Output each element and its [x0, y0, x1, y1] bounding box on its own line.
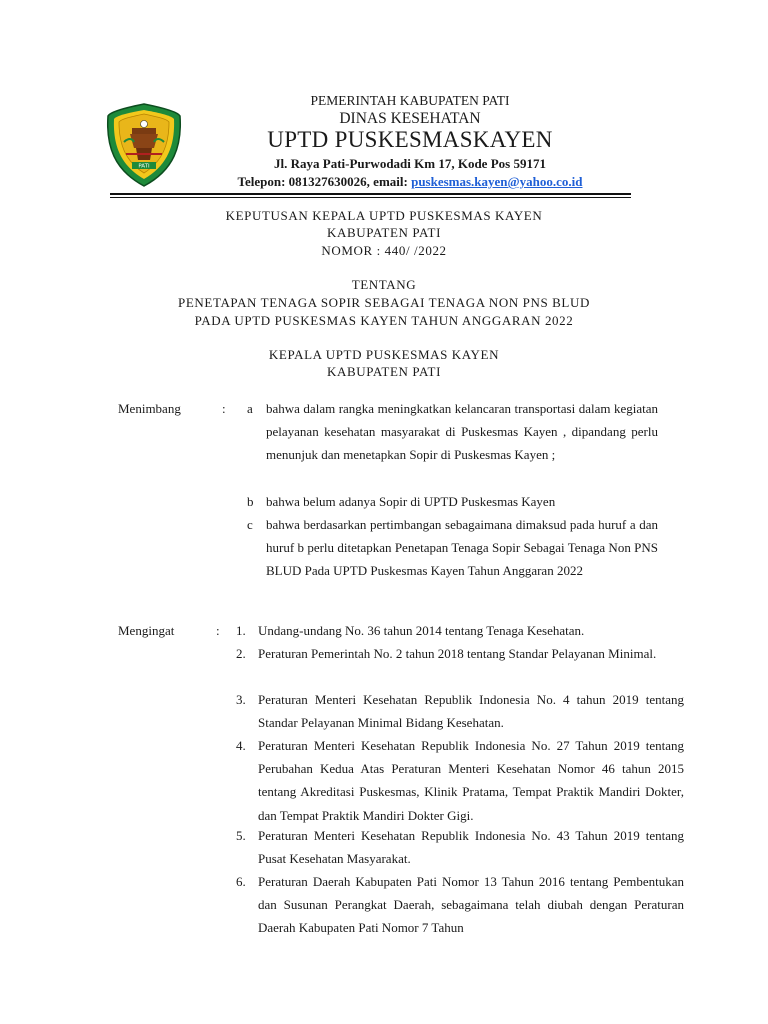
menimbang-item-marker: b [247, 494, 254, 509]
menimbang-label: Menimbang [118, 401, 181, 416]
emblem-text: PATI [138, 163, 150, 170]
mengingat-item-text: Peraturan Pemerintah No. 2 tahun 2018 tentang Standar Pelayanan Minimal. [258, 646, 657, 661]
mengingat-item-number: 6. [236, 874, 246, 889]
decree-number: NOMOR : 440/ /2022 [321, 243, 447, 258]
pati-regency-emblem-icon [106, 102, 182, 188]
menimbang-item-marker: c [247, 517, 253, 532]
mengingat-item-text: Peraturan Menteri Kesehatan Republik Indonesia No. 43 Tahun 2019 tentang Pusat Kesehatan Masyarakat. [258, 828, 684, 867]
letterhead-divider-thin [110, 197, 631, 198]
phone-label: Telepon: 081327630026, email: [237, 174, 412, 189]
mengingat-item-number: 2. [236, 646, 246, 661]
address: Jl. Raya Pati-Purwodadi Km 17, Kode Pos 59171 [274, 156, 546, 171]
decree-title-region: KABUPATEN PATI [327, 225, 441, 240]
mengingat-item-text: Peraturan Daerah Kabupaten Pati Nomor 13 Tahun 2016 tentang Pembentukan dan Susunan Perangkat Daerah, sebagaimana telah diubah dengan Peraturan Daerah Kabupaten Pati Nomor 7 Tahun [258, 874, 684, 936]
mengingat-item-number: 1. [236, 623, 246, 638]
mengingat-item-number: 4. [236, 738, 246, 753]
mengingat-item-text: Undang-undang No. 36 tahun 2014 tentang Tenaga Kesehatan. [258, 623, 585, 638]
decree-subject-line1: PENETAPAN TENAGA SOPIR SEBAGAI TENAGA NON PNS BLUD [178, 295, 590, 310]
tentang-heading: TENTANG [351, 277, 417, 292]
mengingat-colon: : [216, 623, 220, 638]
menimbang-item-text: bahwa belum adanya Sopir di UPTD Puskesmas Kayen [266, 494, 556, 509]
contact-line [190, 174, 630, 190]
mengingat-item-number: 5. [236, 828, 246, 843]
decree-subject-line2: PADA UPTD PUSKESMAS KAYEN TAHUN ANGGARAN 2022 [194, 313, 574, 328]
email-link[interactable]: puskesmas.kayen@yahoo.co.id [411, 174, 583, 189]
signer-region: KABUPATEN PATI [327, 364, 441, 379]
menimbang-item-text: bahwa dalam rangka meningkatkan kelancaran transportasi dalam kegiatan pelayanan kesehatan masyarakat di Puskesmas Kayen , dipandang perlu menunjuk dan menetapkan Sopir di Puskesmas Kayen ; [266, 401, 658, 463]
mengingat-item-text: Peraturan Menteri Kesehatan Republik Indonesia No. 27 Tahun 2019 tentang Perubahan Kedua Atas Peraturan Menteri Kesehatan Nomor 46 tahun 2015 tentang Akreditasi Puskesmas, Klinik Pratama, Tempat Praktik Mandiri Dokter, dan Tempat Praktik Mandiri Dokter Gigi. [258, 738, 684, 823]
menimbang-colon: : [222, 401, 226, 416]
department-name: DINAS KESEHATAN [339, 110, 481, 127]
mengingat-item-number: 3. [236, 692, 246, 707]
institution-name: UPTD PUSKESMASKAYEN [267, 127, 553, 152]
menimbang-item-marker: a [247, 401, 253, 416]
letterhead-divider [110, 193, 631, 195]
menimbang-item-text: bahwa berdasarkan pertimbangan sebagaimana dimaksud pada huruf a dan huruf b perlu ditetapkan Penetapan Tenaga Sopir Sebagai Tenaga Non PNS BLUD Pada UPTD Puskesmas Kayen Tahun Anggaran 2022 [266, 517, 658, 579]
mengingat-label: Mengingat [118, 623, 175, 638]
signer-title: KEPALA UPTD PUSKESMAS KAYEN [268, 347, 500, 362]
government-name: PEMERINTAH KABUPATEN PATI [310, 93, 510, 108]
decree-title: KEPUTUSAN KEPALA UPTD PUSKESMAS KAYEN [225, 208, 543, 223]
mengingat-item-text: Peraturan Menteri Kesehatan Republik Indonesia No. 4 tahun 2019 tentang Standar Pelayanan Minimal Bidang Kesehatan. [258, 692, 684, 731]
